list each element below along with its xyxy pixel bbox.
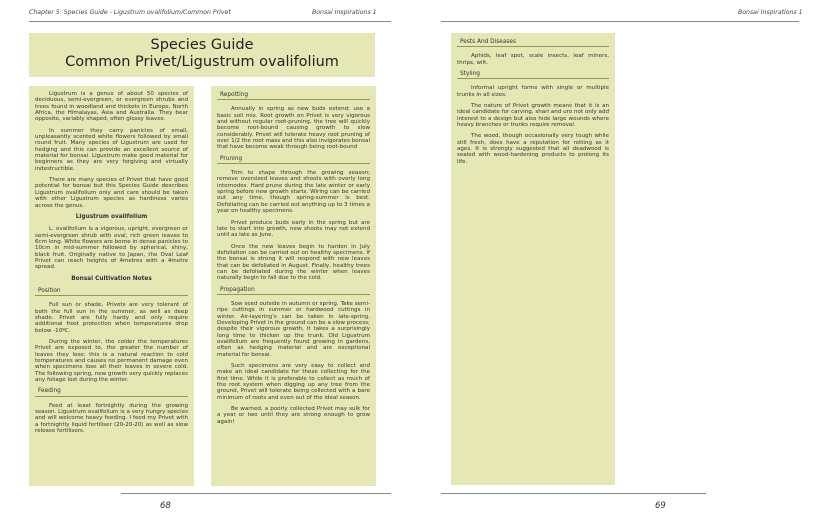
page-number-right: 69 [655,501,666,511]
paragraph: Such specimens are very easy to collect and make an ideal candidate for those collecting for the first time. While it is preferable to collect as much of the root system when digging up any tree from the ground, Privet will tolerate being collected with a bare minimum of roots and even out of the ideal season. [217,363,370,401]
intro-paragraph: Ligustrum is a genus of about 50 species of deciduous, semi-evergreen, or evergreen shrubs and trees found in woodland and thickets in Europe, North Africa, the Himalayas, Asia and Australia. They bear opposite, variably shaped, often glossy leaves. [35,91,188,123]
page-subtitle: Common Privet/Ligustrum ovalifolium [65,54,339,70]
paragraph: Be warned, a poorly collected Privet may sulk for a year or two until they are strong enough to grow again! [217,406,370,425]
header-rule-left [29,21,391,22]
paragraph: There are many species of Privet that have good potential for bonsai but this Species Guide describes Ligustrum ovalifolium only and care should be taken with other Ligustrum species as hardiness varies across the genus. [35,177,188,209]
cultivation-heading: Bonsai Cultivation Notes [71,275,152,282]
paragraph: The nature of Privet growth means that it is an ideal candidate for carving, shari and uro not only add interest to a design but also hide large wounds where heavy branches or trunks require removal. [457,103,609,129]
paragraph: Privet produce buds early in the spring but are late to start into growth, new shoots may not extend until as late as June. [217,219,370,239]
paragraph: Annually in spring as new buds extend; use a basic soil mix. Root growth on Privet is very vigorous and without regular root-pruning, the tree will quickly become root-bound causing growth to slow considerably. Privet will tolerate heavy root pruning of over 1/2 the root mass and this also invigorates bonsai that have become weak through being root-bound [217,106,370,151]
running-header-right: Bonsai Inspirations 1 [738,9,803,16]
column-2 [211,86,376,486]
paragraph: L. ovalifolium is a vigorous, upright, evergreen or semi-evergreen shrub with oval, rich green leaves to 6cm long. White flowers are borne in dense panicles to 10cm in mid-summer followed by spherical, shiny, black fruit. Originally native to Japan, the Oval Leaf Privet can reach heights of 4metres with a 4metre spread. [35,226,188,271]
footer-rule-right [441,493,706,494]
species-heading: Ligustrum ovalifolium [75,213,148,220]
column-1 [29,86,194,486]
paragraph: During the winter, the colder the temperatures Privet are exposed to, the greater the number of leaves they lose; this is a natural reaction to cold temperatures and causes no permanent damage even when specimens lose all their leaves in severe cold. The following spring, new growth very quickly replaces any foliage lost during the winter. [35,339,188,384]
running-header-center: Bonsai Inspirations 1 [312,9,377,16]
column-3 [451,33,615,485]
section-heading-feeding: Feeding [35,388,188,396]
paragraph: The wood, though occasionally very tough while still fresh, does have a reputation for rotting as it ages. It is strongly suggested that all deadwood is sealed with wood-hardening products to prolong its life. [457,133,609,165]
paragraph: In summer they carry panicles of small, unpleasantly scented white flowers followed by small round fruit. Many species of Ligustrum are used for hedging and this can provide an excellent source of material for bonsai. Ligustrum make good material for beginners as they are very forgiving and virtually indestructible. [35,127,188,172]
paragraph: Once the new leaves begin to harden in July defoliation can be carried out on healthy specimens. If the bonsai is strong it will respond with new leaves that can be defoliated in August. Finally, healthy trees can be defoliated during the winter when leaves naturally begin to fall due to the cold. [217,243,370,282]
paragraph: Sow seed outside in autumn or spring. Take semi-ripe cuttings in summer or hardwood cuttings in winter. Air-layering's can be taken in late-spring. Developing Privet in the ground can be a slow process; despite their vigorous growth, it takes a surprisingly long time to thicken up the trunk. Old Ligustrum ovalifolium are frequently found growing in gardens, often as hedging material and are exceptional material for bonsai. [217,300,370,358]
page-number-left: 68 [160,501,171,511]
paragraph: Aphids, leaf spot, scale insects, leaf miners, thrips, wilt. [457,53,609,66]
section-heading-styling: Styling [457,71,609,79]
section-heading-pruning: Pruning [217,156,370,164]
section-heading-pests: Pests And Diseases [457,39,609,47]
header-rule-right [441,21,799,22]
running-header-left: Chapter 5: Species Guide - Ligustrum ovalifolium/Common Privet [29,9,231,16]
section-heading-repotting: Repotting [217,92,370,100]
section-heading-position: Position [35,288,188,296]
paragraph: Trim to shape through the growing season; remove oversized leaves and shoots with overly long internodes. Hard prune during the late winter or early spring before new growth starts. Wiring can be carried out any time, though spring-summer is best. Defoliating can be carried out anything up to 3 times a year on healthy specimens. [217,170,370,215]
footer-rule-left [121,493,391,494]
section-heading-propagation: Propagation [217,287,370,295]
title-box [29,33,375,77]
paragraph: Informal upright forms with single or multiple trunks in all sizes. [457,85,609,98]
page-title: Species Guide [150,37,254,53]
paragraph: Feed at least fortnightly during the growing season. Ligustrum ovalifolium is a very hungry species and will welcome heavy feeding. I feed my Privet with a fortnightly liquid fertiliser (20-20-20) as well as slow release fertilisers. [35,402,188,435]
paragraph: Full sun or shade, Privets are very tolerant of both the full sun in the summer, as well as deep shade. Privet are fully hardy and only require additional frost protection when temperatures drop below -10ºC. [35,302,188,334]
